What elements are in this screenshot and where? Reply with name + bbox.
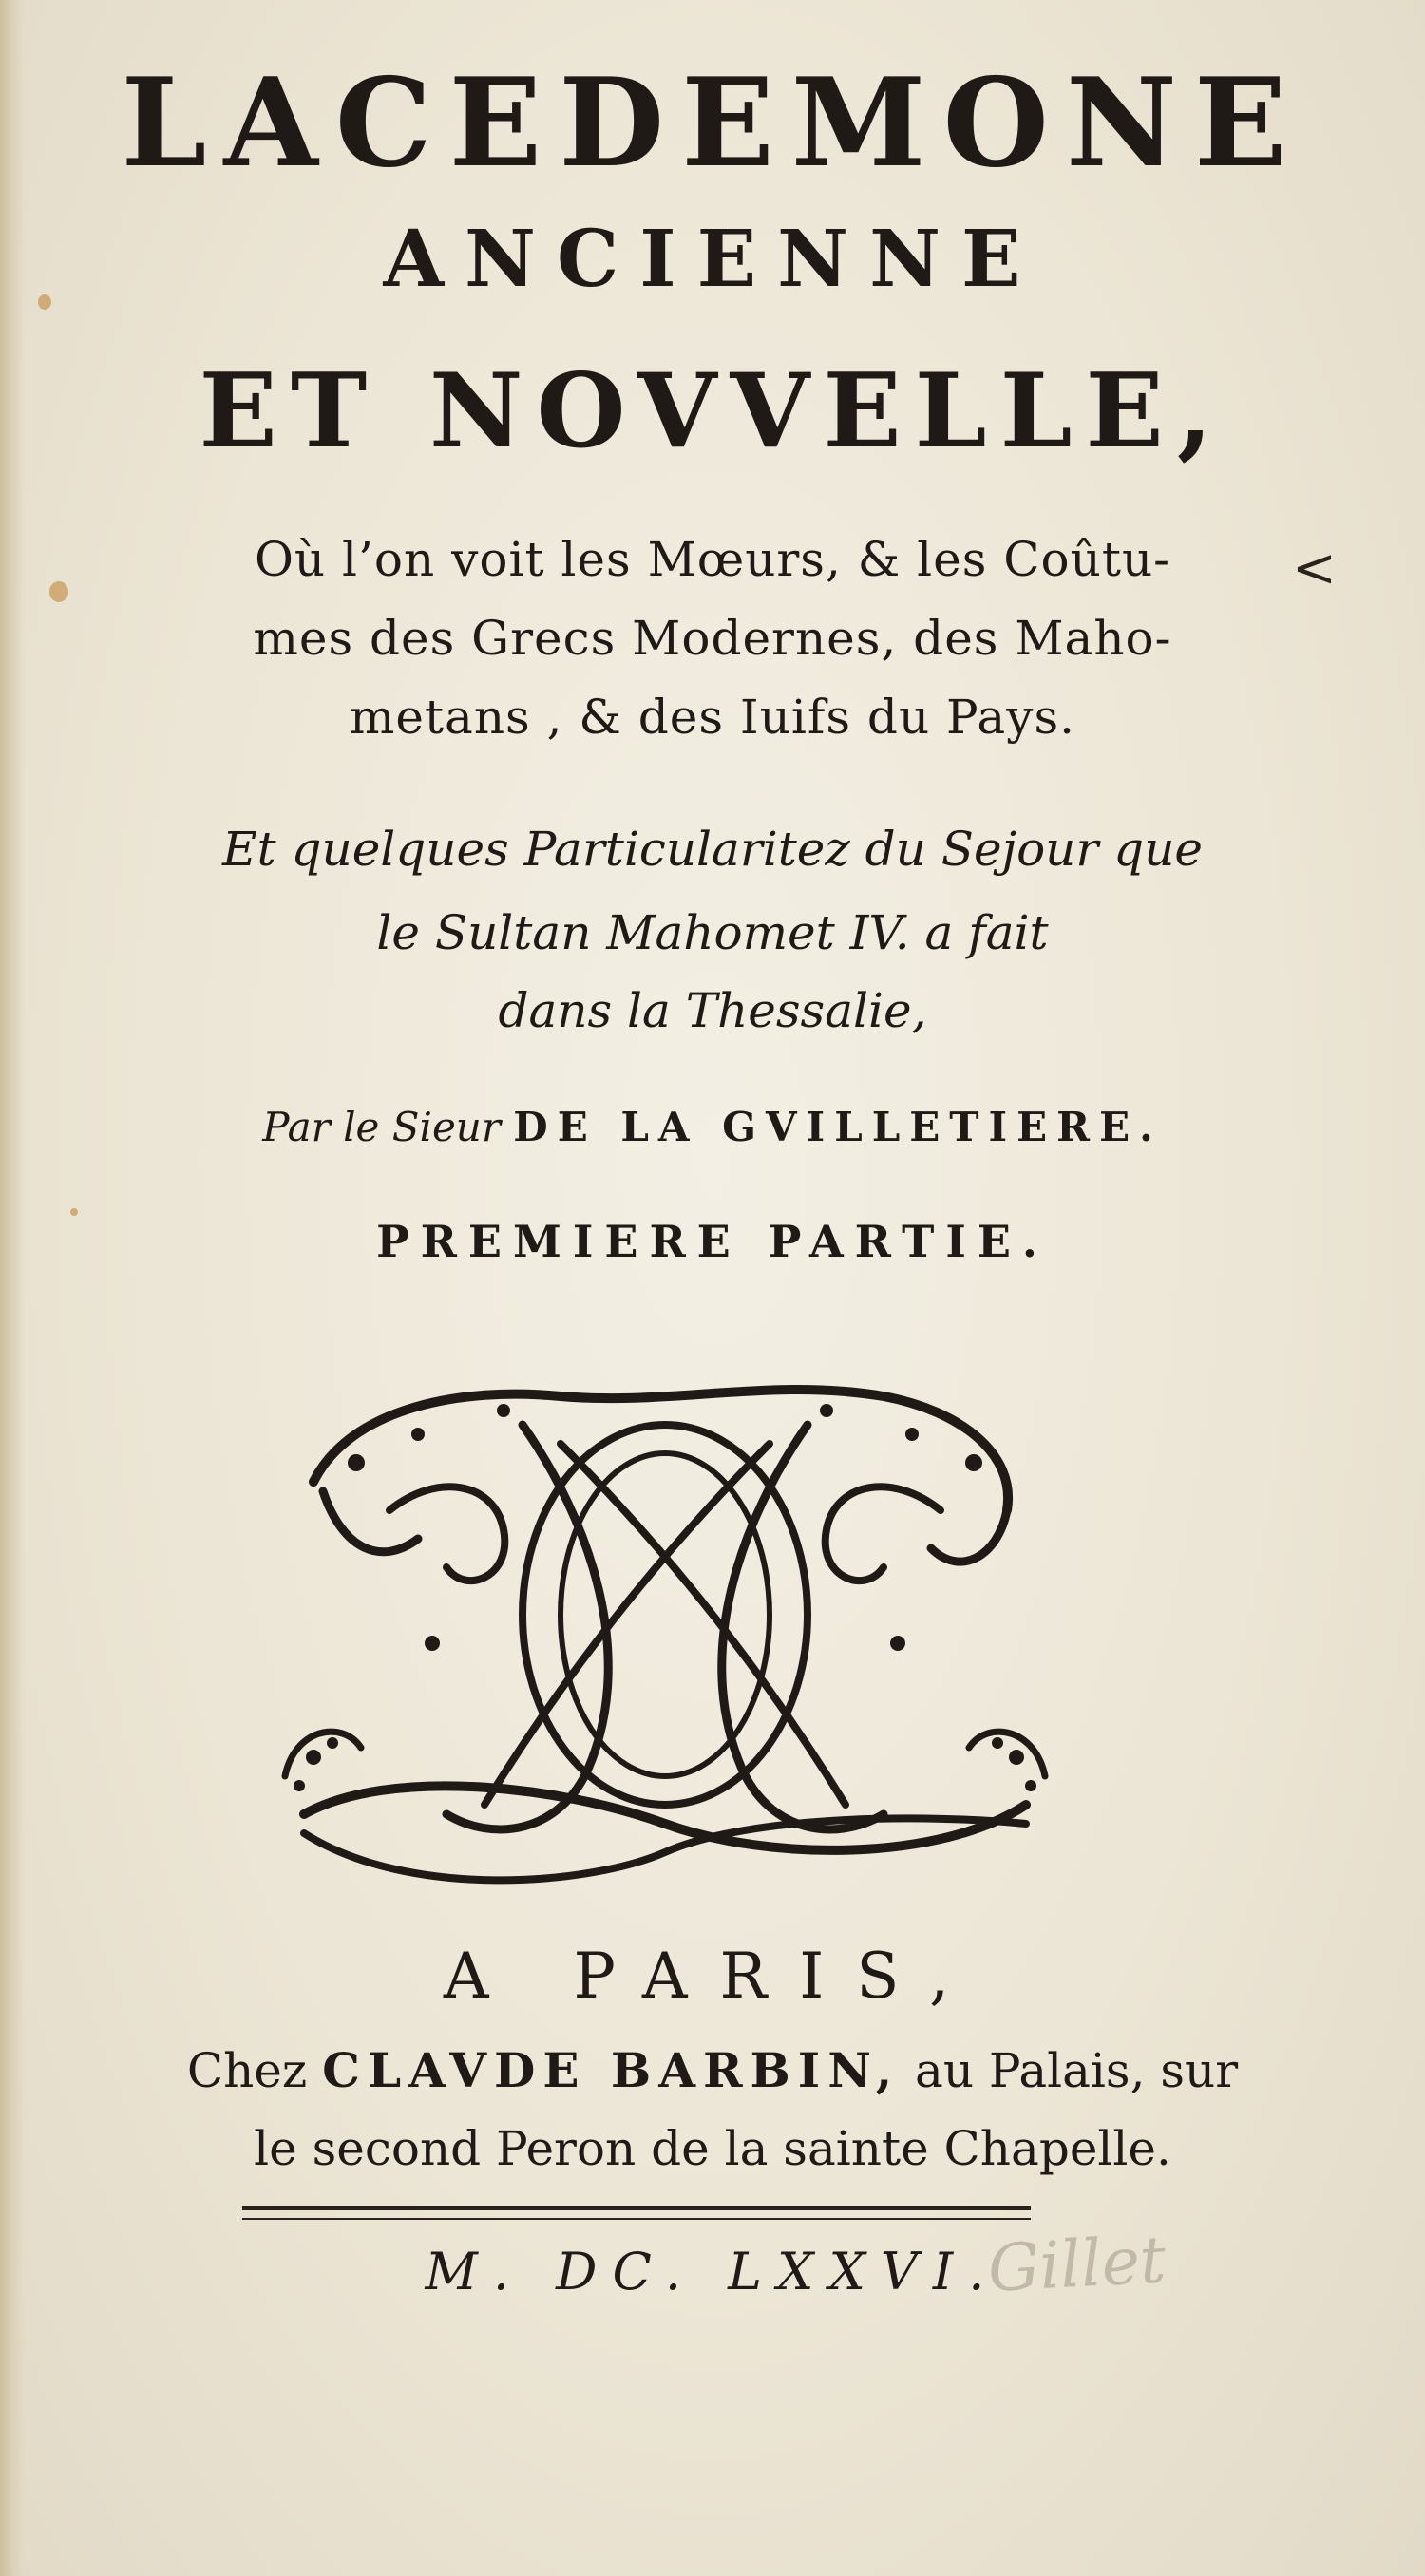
title-line-2: ANCIENNE — [383, 214, 1042, 305]
particulars-line-2: le Sultan Mahomet IV. a fait — [376, 905, 1049, 960]
margin-mark: < — [1292, 538, 1337, 599]
particulars-line-3: dans la Thessalie, — [498, 983, 927, 1038]
publisher-suffix: au Palais, sur — [915, 2043, 1239, 2098]
author-prefix: Par le Sieur — [262, 1104, 501, 1150]
imprint-publisher-line — [0, 2042, 1425, 2098]
part-heading: PREMIERE PARTIE. — [376, 1216, 1049, 1267]
interlaced-monogram-ornament — [276, 1368, 1054, 1900]
imprint-address: le second Peron de la sainte Chapelle. — [254, 2121, 1171, 2176]
faded-signature: Gillet — [986, 2223, 1168, 2307]
title-line-3: ET NOVVELLE, — [199, 351, 1226, 471]
subtitle-line-3: metans , & des Iuifs du Pays. — [349, 690, 1076, 745]
foxing-spot — [70, 1208, 78, 1216]
title-line-1: LACEDEMONE — [121, 52, 1304, 195]
subtitle-line-2: mes des Grecs Modernes, des Maho- — [253, 611, 1172, 666]
author-name: DE LA GVILLETIERE. — [513, 1104, 1163, 1150]
particulars-line-1: Et quelques Particularitez du Sejour que — [222, 822, 1203, 877]
publisher-name: CLAVDE BARBIN, — [322, 2042, 901, 2098]
subtitle-line-1: Où l’on voit les Mœurs, & les Coûtu- — [254, 532, 1171, 587]
publication-date: M. DC. LXXVI. — [425, 2242, 1000, 2301]
double-rule-divider — [242, 2206, 1031, 2220]
publisher-prefix: Chez — [186, 2043, 308, 2098]
author-line — [0, 1104, 1425, 1150]
imprint-city: A PARIS, — [443, 1940, 982, 2013]
